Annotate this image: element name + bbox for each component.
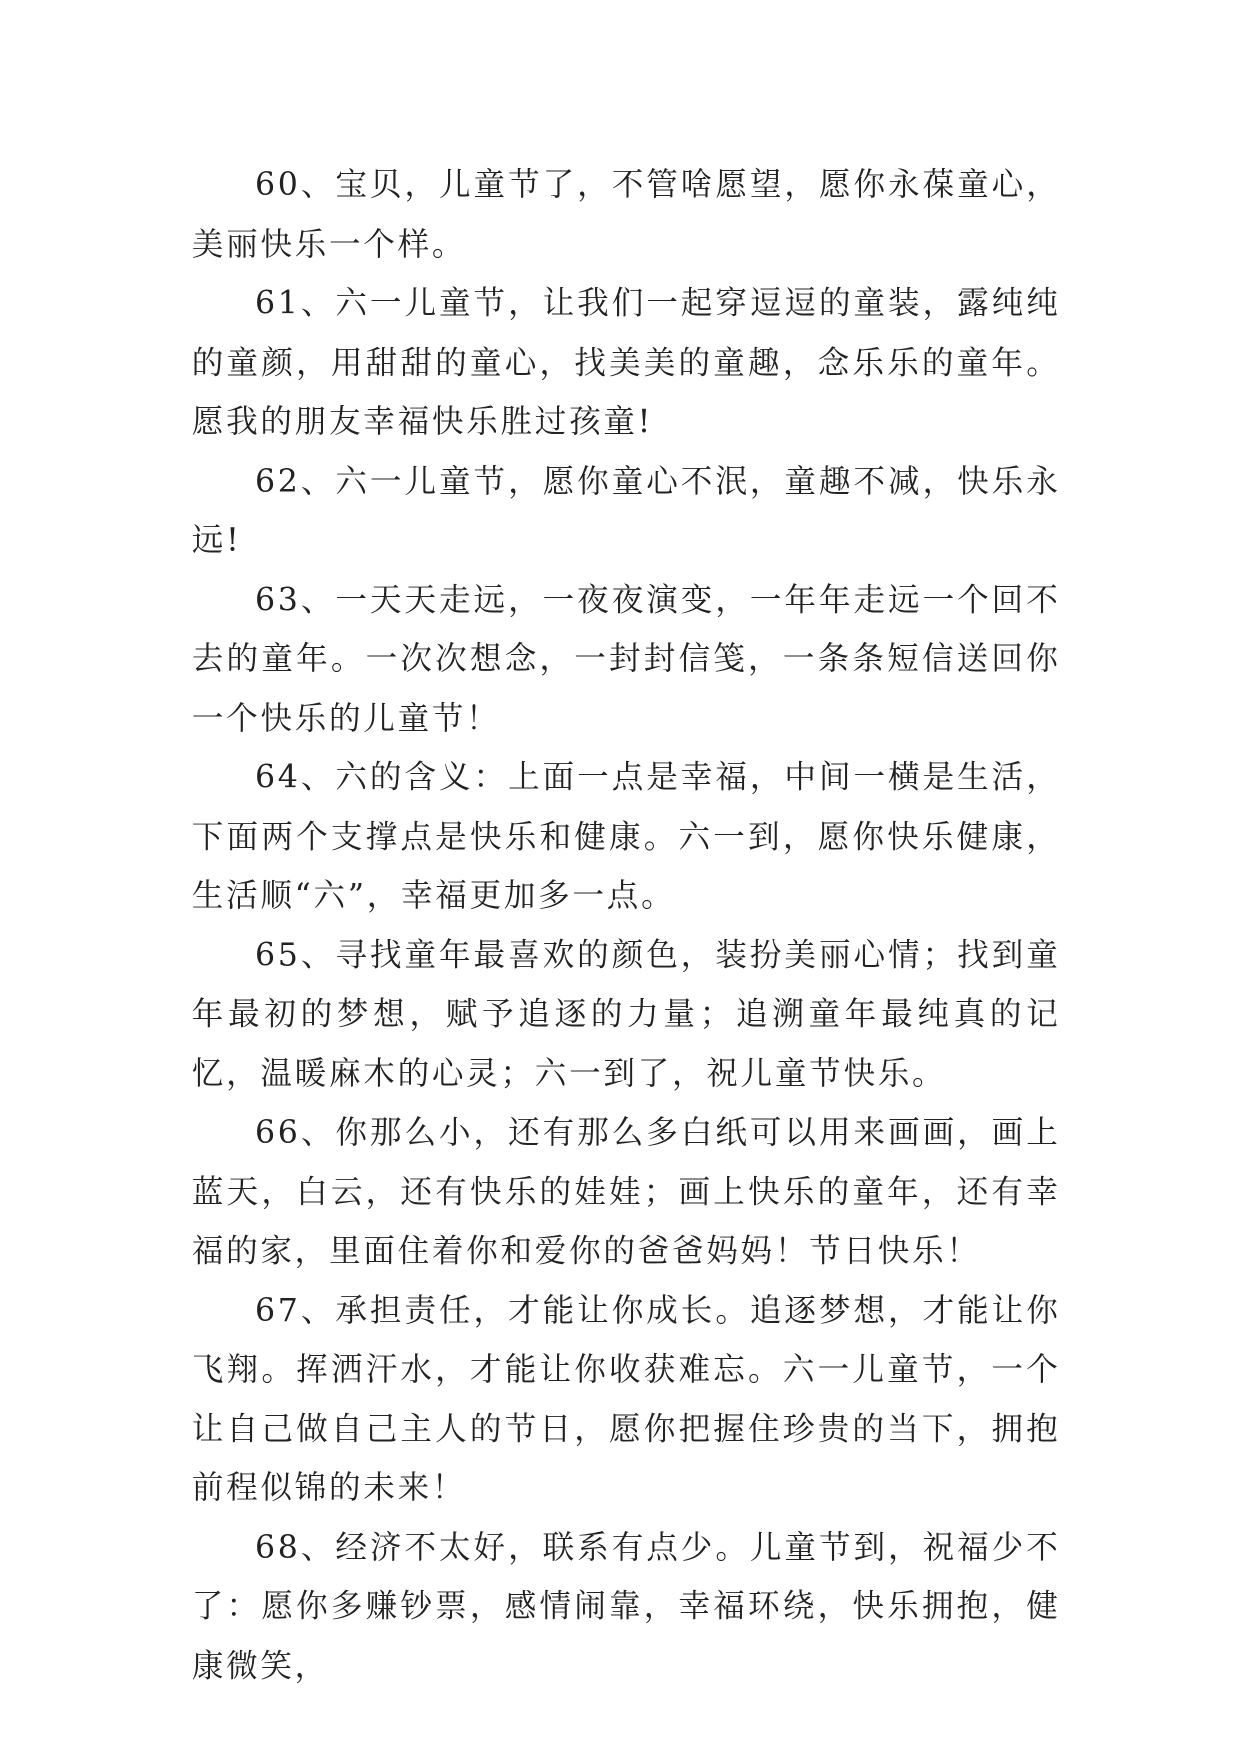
paragraph-62: 62、六一儿童节，愿你童心不泯，童趣不减，快乐永远! [191,461,1061,559]
paragraph-67: 67、承担责任，才能让你成长。追逐梦想，才能让你飞翔。挥洒汗水，才能让你收获难忘。六一儿童节，一个让自己做自己主人的节日，愿你把握住珍贵的当下，拥抱前程似锦的未来！ [191,1291,1061,1507]
paragraph-61: 61、六一儿童节，让我们一起穿逗逗的童装，露纯纯的童颜，用甜甜的童心，找美美的童趣，念乐乐的童年。愿我的朋友幸福快乐胜过孩童! [191,284,1061,440]
paragraph-60: 60、宝贝，儿童节了，不管啥愿望，愿你永葆童心，美丽快乐一个样。 [191,165,1061,263]
document-body [192,156,1061,1696]
paragraph-66: 66、你那么小，还有那么多白纸可以用来画画，画上蓝天，白云，还有快乐的娃娃；画上快乐的童年，还有幸福的家，里面住着你和爱你的爸爸妈妈！节日快乐！ [191,1113,1061,1270]
paragraph-63: 63、一天天走远，一夜夜演变，一年年走远一个回不去的童年。一次次想念，一封封信笺，一条条短信送回你一个快乐的儿童节！ [191,580,1061,737]
paragraph-68: 68、经济不太好，联系有点少。儿童节到，祝福少不了：愿你多赚钞票，感情闹靠，幸福环绕，快乐拥抱，健康微笑， [191,1528,1061,1684]
paragraph-64: 64、六的含义：上面一点是幸福，中间一横是生活，下面两个支撑点是快乐和健康。六一到，愿你快乐健康，生活顺“六”，幸福更加多一点。 [191,758,1061,914]
paragraph-65: 65、寻找童年最喜欢的颜色，装扮美丽心情；找到童年最初的梦想，赋予追逐的力量；追溯童年最纯真的记忆，温暖麻木的心灵；六一到了，祝儿童节快乐。 [191,935,1061,1092]
